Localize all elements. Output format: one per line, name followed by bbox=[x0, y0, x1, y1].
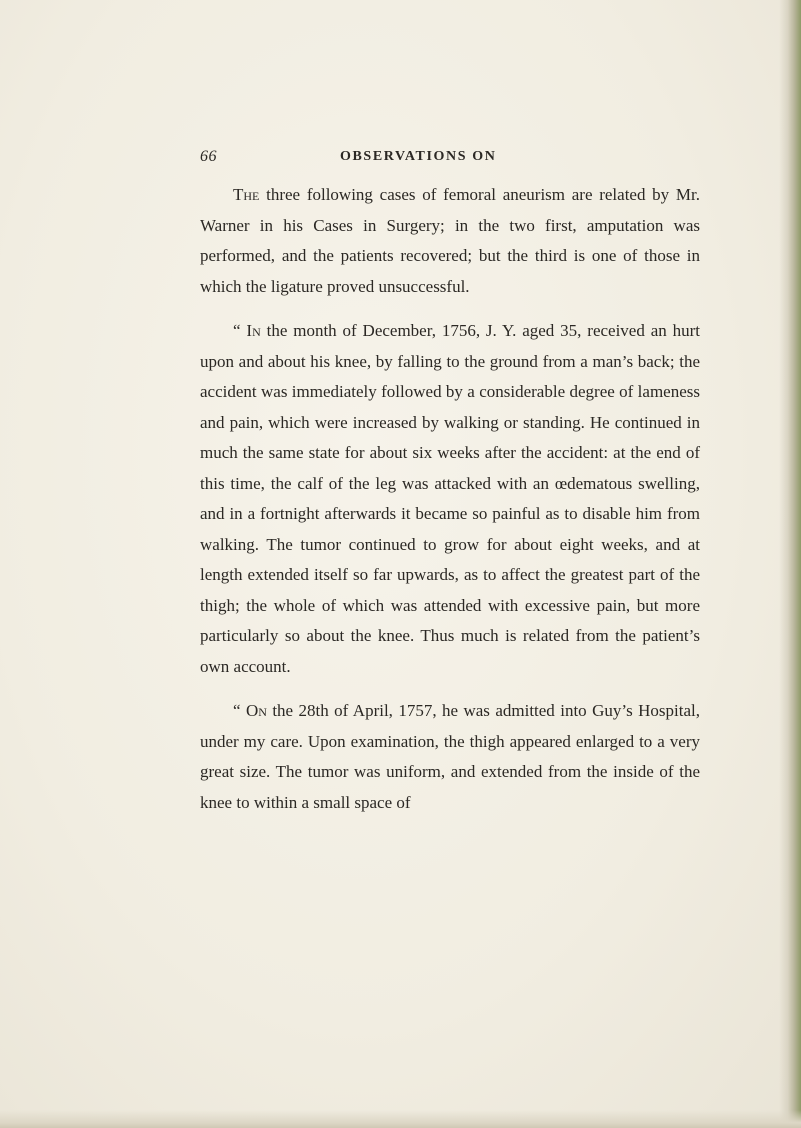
paragraph-text: the 28th of April, 1757, he was admitted into Guy’s Hospital, under my care. Upon examination, the thigh appeared enlarged to a very great size. The tumor was uniform, and extended from the inside of the knee to within a small space of bbox=[200, 701, 700, 812]
paragraph-lead: “ On bbox=[233, 701, 267, 720]
paragraph-admission bbox=[200, 696, 700, 818]
running-head: OBSERVATIONS ON bbox=[340, 149, 497, 164]
page-edge-right bbox=[779, 0, 801, 1128]
body-text bbox=[200, 180, 700, 818]
page-number: 66 bbox=[200, 148, 217, 165]
page-edge-bottom bbox=[0, 1110, 801, 1128]
paragraph-text: three following cases of femoral aneurism are related by Mr. Warner in his Cases in Surgery; in the two first, amputation was performed, and the patients recovered; but the third is one of those in which the ligature proved unsuccessful. bbox=[200, 185, 700, 296]
paragraph-text: the month of December, 1756, J. Y. aged 35, received an hurt upon and about his knee, by falling to the ground from a man’s back; the accident was immediately followed by a considerable degree of lameness and pain, which were increased by walking or standing. He continued in much the same state for about six weeks after the accident: at the end of this time, the calf of the leg was attacked with an œdematous swelling, and in a fortnight afterwards it became so painful as to disable him from walking. The tumor continued to grow for about eight weeks, and at length extended itself so far upwards, as to affect the greatest part of the thigh; the whole of which was attended with excessive pain, but more particularly so about the knee. Thus much is related from the patient’s own account. bbox=[200, 321, 700, 676]
paragraph-lead: The bbox=[233, 185, 260, 204]
paragraph-case-history bbox=[200, 316, 700, 682]
page-header bbox=[200, 148, 720, 168]
paragraph-intro bbox=[200, 180, 700, 302]
paragraph-lead: “ In bbox=[233, 321, 261, 340]
